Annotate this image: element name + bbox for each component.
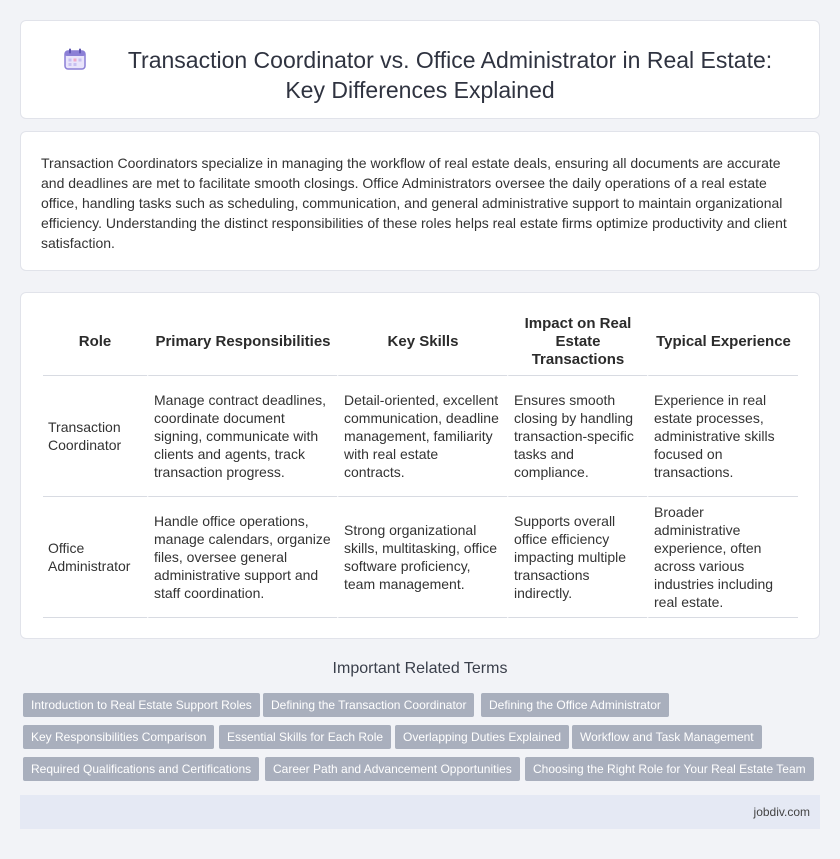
footer-site[interactable]: jobdiv.com: [753, 805, 810, 819]
header-key-skills: Key Skills: [337, 308, 507, 376]
tag-essential-skills[interactable]: Essential Skills for Each Role: [219, 725, 391, 749]
table-cell: Ensures smooth closing by handling transaction-specific tasks and compliance.: [507, 376, 647, 497]
table-cell: Manage contract deadlines, coordinate document signing, communicate with clients and agents, track transaction progress.: [147, 376, 337, 497]
table-header-row: [43, 308, 798, 376]
related-terms-title: Important Related Terms: [332, 660, 508, 677]
table-cell: Transaction Coordinator: [43, 376, 147, 497]
tag-workflow[interactable]: Workflow and Task Management: [572, 725, 762, 749]
tag-introduction[interactable]: Introduction to Real Estate Support Roles: [23, 693, 260, 717]
header-card: [20, 20, 820, 119]
comparison-table-card: [20, 292, 820, 639]
tag-choosing-role[interactable]: Choosing the Right Role for Your Real Estate Team: [525, 757, 814, 781]
tag-qualifications[interactable]: Required Qualifications and Certifications: [23, 757, 259, 781]
table-cell: Strong organizational skills, multitasking, office software proficiency, team management.: [337, 497, 507, 618]
tag-overlapping-duties[interactable]: Overlapping Duties Explained: [395, 725, 569, 749]
table-cell: Supports overall office efficiency impacting multiple transactions indirectly.: [507, 497, 647, 618]
table-row: [43, 376, 798, 497]
table-cell: Detail-oriented, excellent communication, deadline management, familiarity with real estate contracts.: [337, 376, 507, 497]
table-cell: Office Administrator: [43, 497, 147, 618]
header-primary-responsibilities: Primary Responsibilities: [147, 308, 337, 376]
tag-defining-transaction-coordinator[interactable]: Defining the Transaction Coordinator: [263, 693, 474, 717]
header-impact: Impact on Real Estate Transactions: [507, 308, 647, 376]
table-row: [43, 497, 798, 618]
page-title: [21, 45, 819, 105]
page-title-line-1: Transaction Coordinator vs. Office Administrator in Real Estate:: [127, 47, 773, 73]
header-role: Role: [43, 308, 147, 376]
table-cell: Broader administrative experience, often across various industries including real estate.: [647, 497, 798, 618]
comparison-table: [43, 308, 798, 618]
tag-key-responsibilities[interactable]: Key Responsibilities Comparison: [23, 725, 214, 749]
intro-card: [20, 131, 820, 271]
page-title-line-2: Key Differences Explained: [285, 77, 555, 103]
table-cell: Handle office operations, manage calendars, organize files, oversee general administrative support and staff coordination.: [147, 497, 337, 618]
tag-career-path[interactable]: Career Path and Advancement Opportunities: [265, 757, 520, 781]
tag-defining-office-administrator[interactable]: Defining the Office Administrator: [481, 693, 669, 717]
footer: [20, 795, 820, 829]
header-typical-experience: Typical Experience: [647, 308, 798, 376]
table-cell: Experience in real estate processes, administrative skills focused on transactions.: [647, 376, 798, 497]
intro-paragraph: Transaction Coordinators specialize in managing the workflow of real estate deals, ensuring all documents are accurate and deadlines are met to facilitate smooth closings. Office Administrators oversee the daily operations of a real estate office, handling tasks such as scheduling, communication, and general administrative support to maintain organizational efficiency. Understanding the distinct responsibilities of these roles helps real estate firms optimize productivity and client satisfaction.: [41, 155, 787, 251]
